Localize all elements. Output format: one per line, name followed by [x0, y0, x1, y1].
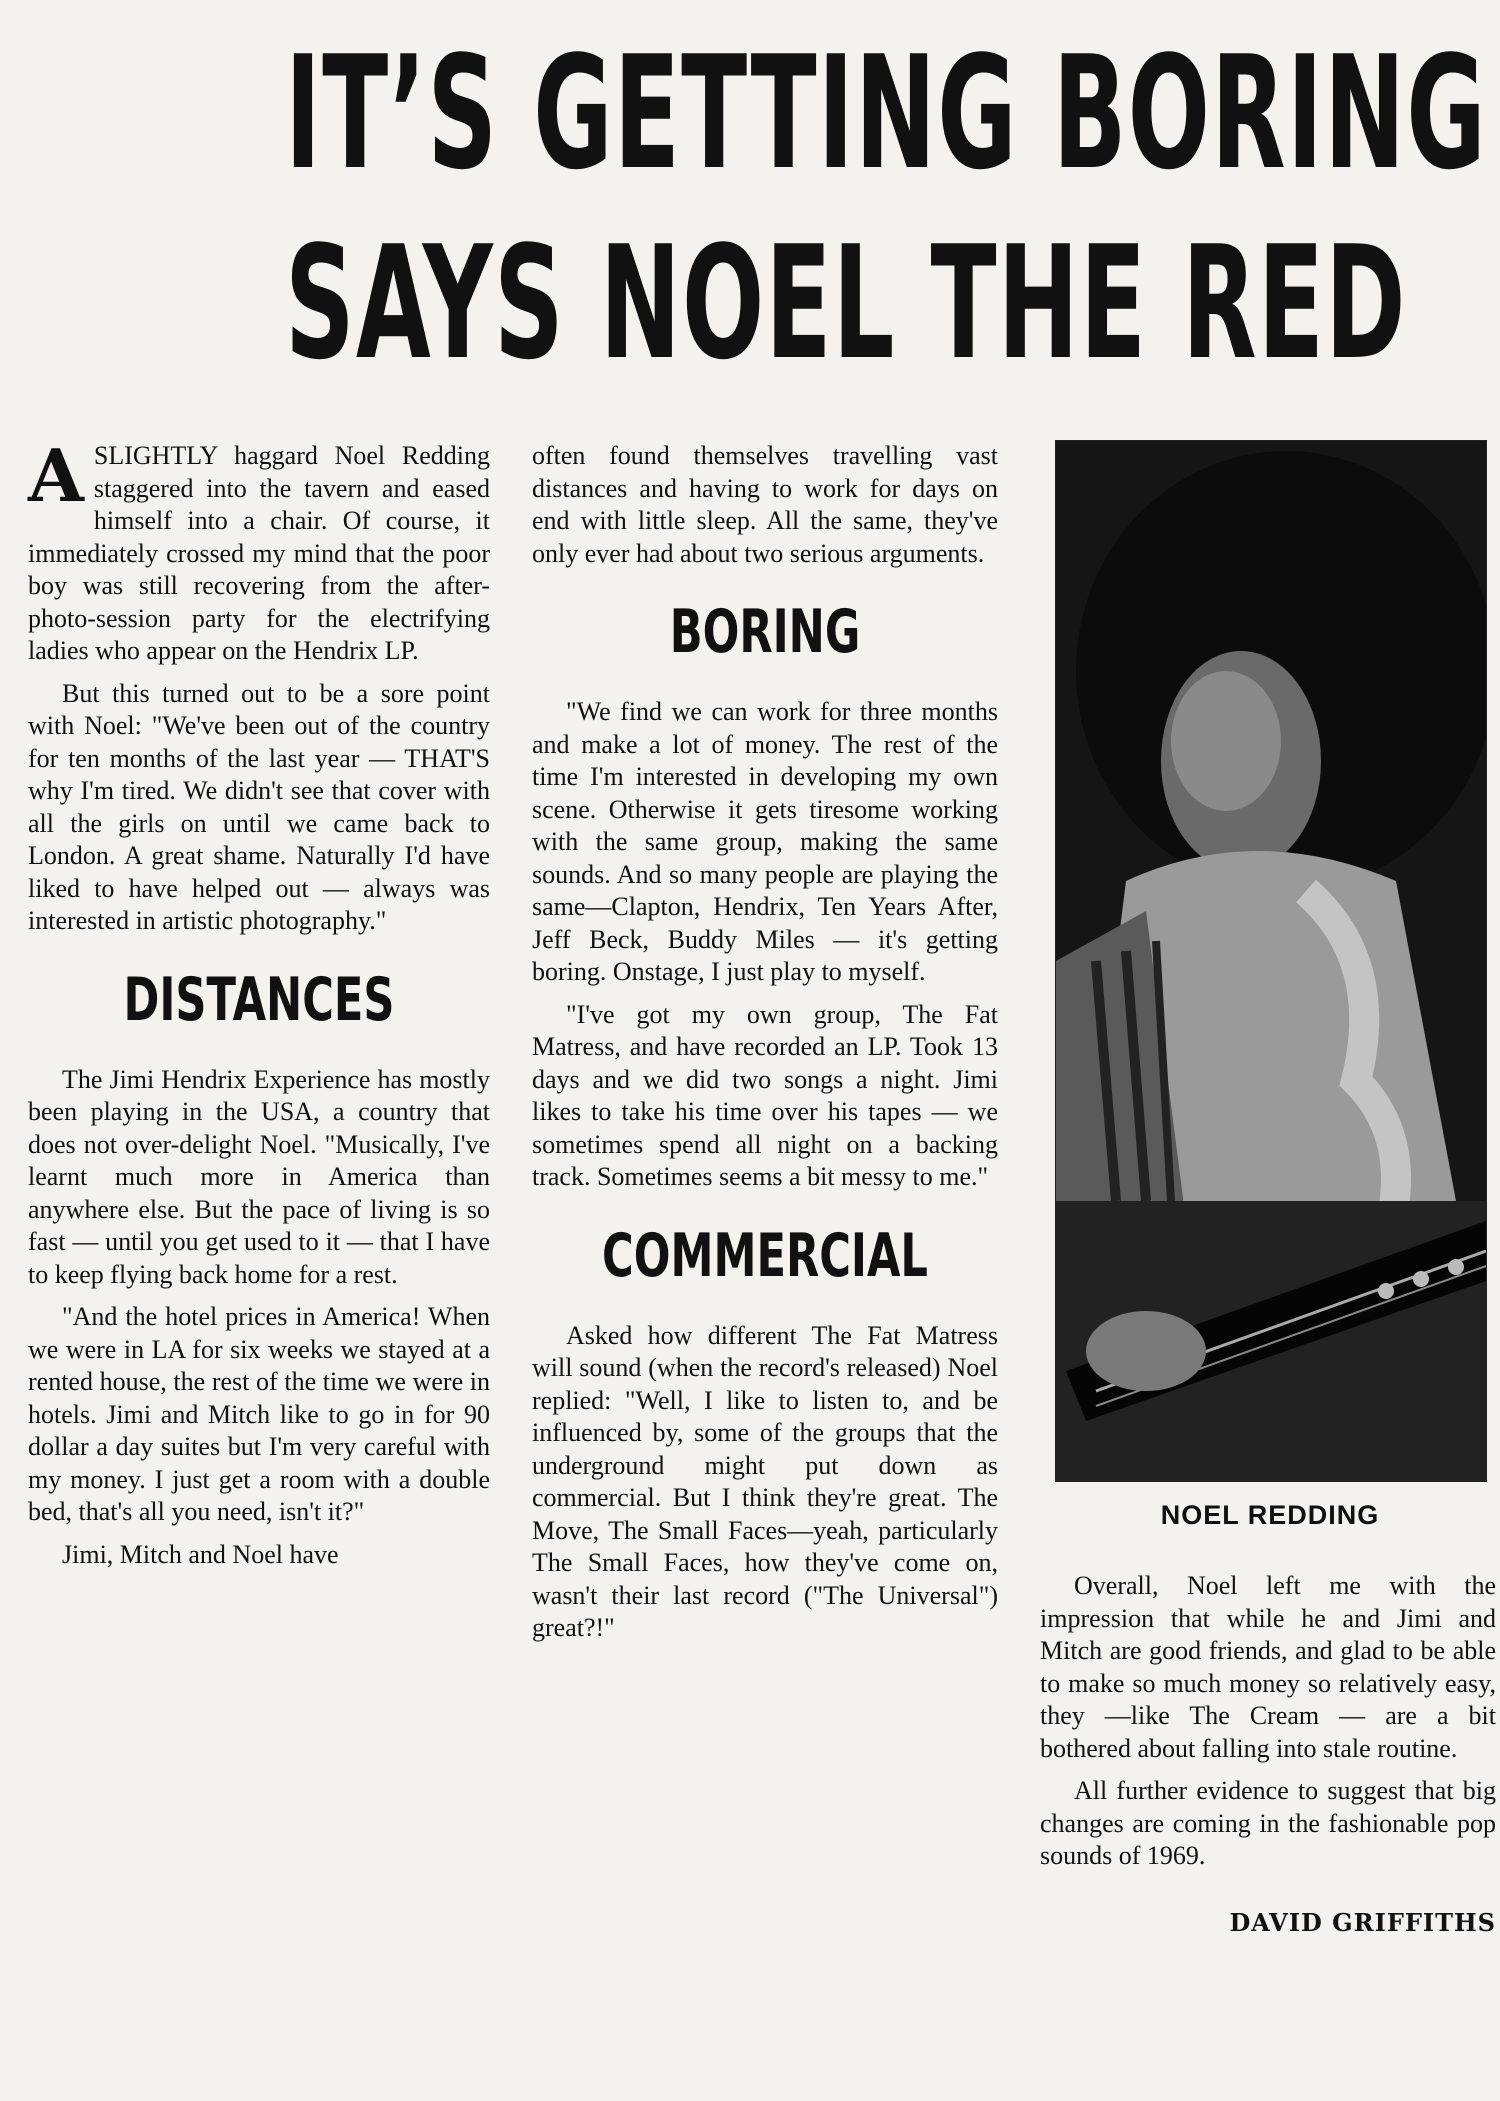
paragraph: The Jimi Hendrix Experience has mostly been playing in the USA, a country that does not over-delight Noel. "Musically, I've learnt much more in America than anywhere else. But the pace of living is so fast — until you get used to it — that I have to keep flying back home for a rest.	[28, 1064, 490, 1289]
paragraph: "And the hotel prices in America! When we were in LA for six weeks we stayed at a rented house, the rest of the time we were in hotels. Jimi and Mitch like to go in for 90 dollar a day suites but I'm very careful with my money. I just get a room with a double bed, that's all you need, isn't it?"	[28, 1302, 490, 1526]
photo-noel-redding	[1055, 440, 1487, 1482]
paragraph-text: SLIGHTLY haggard Noel Redding staggered into the tavern and eased himself into a chair. Of course, it immediately crossed my mind that the poor boy was still recovering from the after-photo-session party for the electrifying ladies who appear on the Hendrix LP.	[28, 441, 490, 665]
paragraph: often found themselves travelling vast distances and having to work for days on end with little sleep. All the same, they've only ever had about two serious arguments.	[532, 441, 998, 568]
article-column-1	[28, 433, 490, 1581]
drop-cap: A	[28, 433, 84, 518]
paragraph: All further evidence to suggest that big changes are coming in the fashionable pop sounds of 1969.	[1040, 1776, 1496, 1870]
paragraph: But this turned out to be a sore point with Noel: "We've been out of the country for ten months of the last year — THAT'S why I'm tired. We didn't see that cover with all the girls on until we came back to London. A great shame. Naturally I'd have liked to have helped out — always was interested in artistic photography."	[28, 678, 490, 935]
photo-illustration	[1056, 441, 1486, 1481]
subheading-boring: BORING	[669, 597, 861, 667]
article-column-3	[1040, 1570, 1496, 1939]
paragraph: Overall, Noel left me with the impression that while he and Jimi and Mitch are good friends, and glad to be able to make so much money so relatively easy, they —like The Cream — are a bit bothered about falling into stale routine.	[1040, 1571, 1496, 1763]
photo-caption: NOEL REDDING	[1160, 1500, 1380, 1530]
headline	[285, 18, 1487, 398]
paragraph: Asked how different The Fat Matress will sound (when the record's released) Noel replied: "Well, I like to listen to, and be influenced by, some of the groups that the underground might put down as commercial. But I think they're great. The Move, The Small Faces—yeah, particularly The Small Faces, how they've come on, wasn't their last record ("The Universal") great?!"	[532, 1320, 998, 1642]
subheading-distances: DISTANCES	[123, 964, 395, 1035]
article-column-2	[532, 440, 998, 1655]
paragraph: "We find we can work for three months and make a lot of money. The rest of the time I'm interested in developing my own scene. Otherwise it gets tiresome working with the same group, making the same sounds. And so many people are playing the same—Clapton, Hendrix, Ten Years After, Jeff Beck, Buddy Miles — it's getting boring. Onstage, I just play to myself.	[532, 697, 998, 986]
byline: DAVID GRIFFITHS	[1229, 1907, 1496, 1937]
headline-line-1: IT’S GETTING BORING	[285, 22, 1487, 204]
paragraph: Jimi, Mitch and Noel have	[62, 1539, 339, 1569]
paragraph: "I've got my own group, The Fat Matress, and have recorded an LP. Took 13 days and we did two songs a night. Jimi likes to take his time over his tapes — we sometimes spend all night on a backing track. Sometimes seems a bit messy to me."	[532, 999, 998, 1191]
subheading-commercial: COMMERCIAL	[602, 1220, 928, 1291]
paragraph	[28, 433, 490, 668]
headline-line-2: SAYS NOEL THE RED	[285, 212, 1407, 394]
